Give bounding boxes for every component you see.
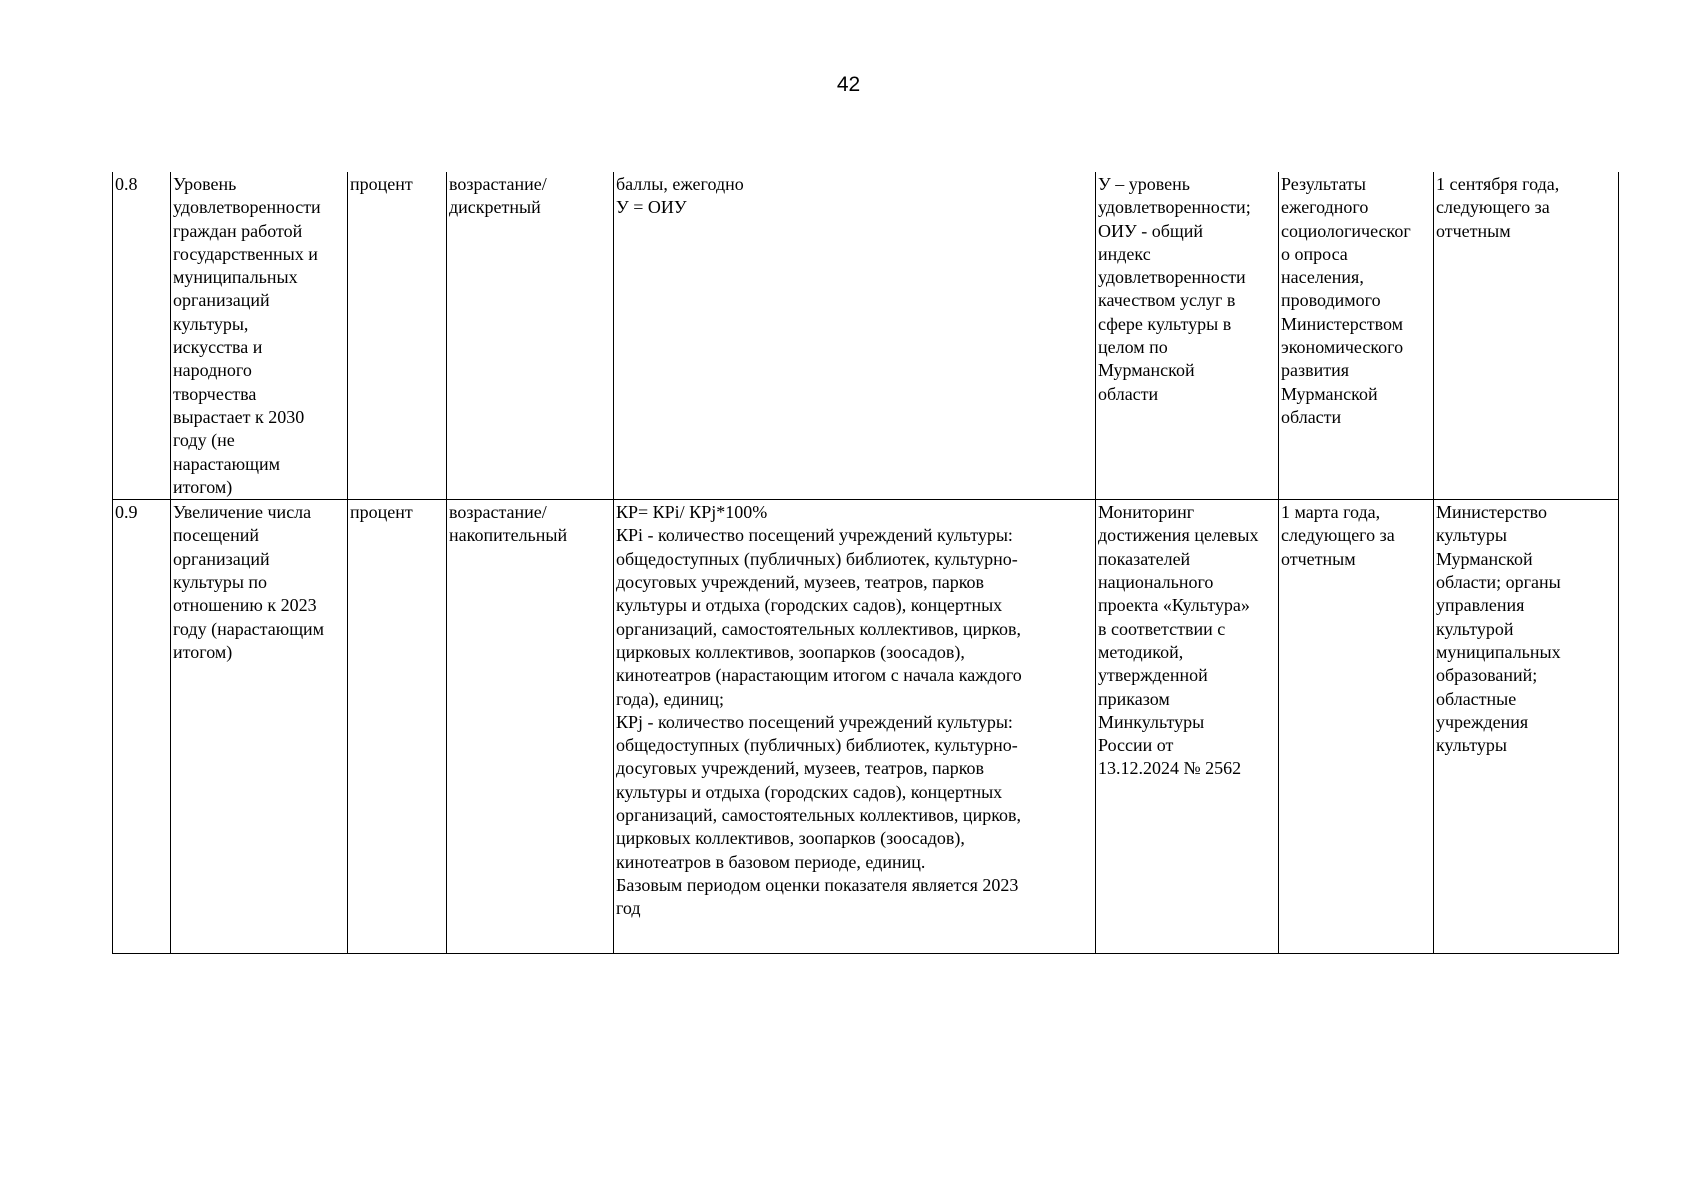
indicator-number-cell: 0.9 xyxy=(113,500,171,954)
data-source-cell: 1 марта года, следующего за отчетным xyxy=(1279,500,1434,954)
variables-cell: У – уровень удовлетворенности; ОИУ - общий индекс удовлетворенности качеством услуг в сфере культуры в целом по Мурманской области xyxy=(1096,172,1279,500)
indicator-type-cell: возрастание/ дискретный xyxy=(447,172,614,500)
indicators-table xyxy=(112,172,1619,954)
unit-cell: процент xyxy=(348,500,447,954)
unit-cell: процент xyxy=(348,172,447,500)
variables-cell: Мониторинг достижения целевых показателей национального проекта «Культура» в соответствии с методикой, утвержденной приказом Минкультуры России от 13.12.2024 № 2562 xyxy=(1096,500,1279,954)
responsible-cell: Министерство культуры Мурманской области; органы управления культурой муниципальных образований; областные учреждения культуры xyxy=(1434,500,1619,954)
calculation-method-cell: баллы, ежегодно У = ОИУ xyxy=(614,172,1096,500)
indicator-name-cell: Увеличение числа посещений организаций культуры по отношению к 2023 году (нарастающим итогом) xyxy=(171,500,348,954)
page-number: 42 xyxy=(836,73,861,96)
calculation-method-cell: КР= КРi/ КРj*100% КРi - количество посещений учреждений культуры: общедоступных (публичных) библиотек, культурно- досуговых учреждений, музеев, театров, парков культуры и отдыха (городских садов), концертных организаций, самостоятельных коллективов, цирков, цирковых коллективов, зоопарков (зоосадов), кинотеатров (нарастающим итогом с начала каждого года), единиц; КРj - количество посещений учреждений культуры: общедоступных (публичных) библиотек, культурно- досуговых учреждений, музеев, театров, парков культуры и отдыха (городских садов), концертных организаций, самостоятельных коллективов, цирков, цирковых коллективов, зоопарков (зоосадов), кинотеатров в базовом периоде, единиц. Базовым периодом оценки показателя является 2023 год xyxy=(614,500,1096,954)
indicator-number-cell: 0.8 xyxy=(113,172,171,500)
indicator-name-cell: Уровень удовлетворенности граждан работой государственных и муниципальных организаций культуры, искусства и народного творчества вырастает к 2030 году (не нарастающим итогом) xyxy=(171,172,348,500)
table-row xyxy=(113,172,1619,500)
data-source-cell: Результаты ежегодного социологическог о опроса населения, проводимого Министерством экономического развития Мурманской области xyxy=(1279,172,1434,500)
deadline-cell: 1 сентября года, следующего за отчетным xyxy=(1434,172,1619,500)
indicator-type-cell: возрастание/ накопительный xyxy=(447,500,614,954)
table-row xyxy=(113,500,1619,954)
